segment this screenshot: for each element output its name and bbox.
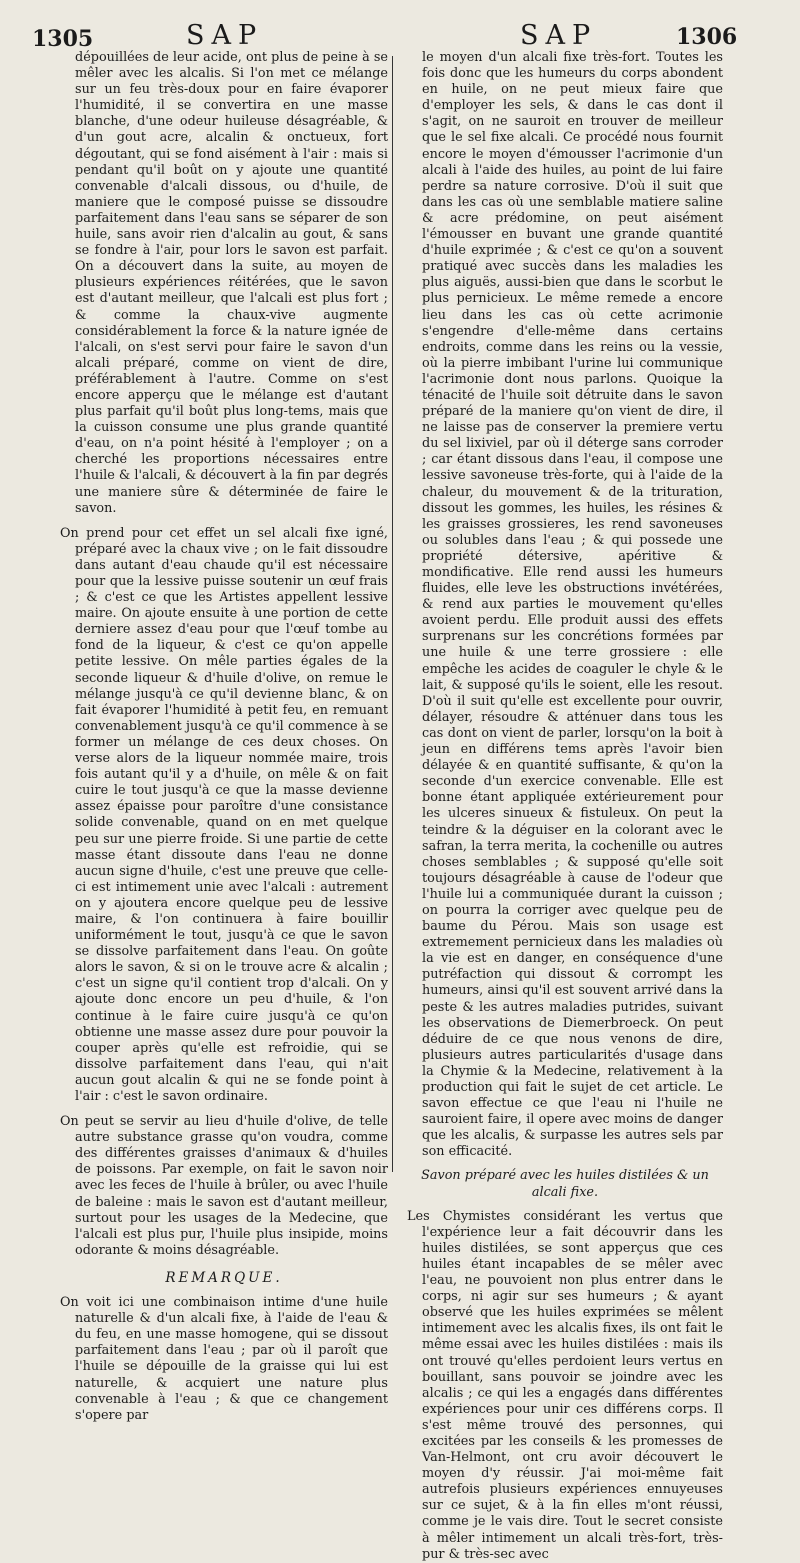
- paragraph: On prend pour cet effet un sel alcali fixe igné, préparé avec la chaux vive ; on le fait dissoudre dans autant d'eau chaude qu'il est nécessaire pour que la lessive puisse soutenir un œuf frais ; & c'est ce que les Artistes appellent lessive maire. On ajoute ensuite à une portion de cette derniere assez d'eau pour que l'œuf tombe au fond de la liqueur, & c'est ce qu'on appelle petite lessive. On mêle parties égales de la seconde liqueur & d'huile d'olive, on remue le mélange jusqu'à ce qu'il devienne blanc, & on fait évaporer l'humidité à petit feu, en remuant convenablement jusqu'à ce qu'il commence à se former un mélange de ces deux choses. On verse alors de la liqueur nommée maire, trois fois autant qu'il y a d'huile, on mêle & on fait cuire le tout jusqu'à ce que la masse devienne assez épaisse pour paroître d'une consistance solide convenable, quand on en met quelque peu sur une pierre froide. Si une partie de cette masse étant dissoute dans l'eau ne donne aucun signe d'huile, c'est une preuve que celle-ci est intimement unie avec l'alcali : autrement on y ajoutera encore quelque peu de lessive maire, & l'on continuera à faire bouillir uniformément le tout, jusqu'à ce que le savon se dissolve parfaitement dans l'eau. On goûte alors le savon, & si on le trouve acre & alcalin ; c'est un signe qu'il contient trop d'alcali. On y ajoute donc encore un peu d'huile, & l'on continue à le faire cuire jusqu'à ce qu'on obtienne une masse assez dure pour pouvoir la couper après qu'elle est refroidie, qui se dissolve parfaitement dans l'eau, qui n'ait aucun gout alcalin & qui ne se fonde point à l'air : c'est le savon ordinaire.: [60, 525, 388, 1104]
- running-head-right: SAP: [520, 20, 598, 51]
- page-number-left: 1305: [32, 26, 94, 52]
- section-heading: REMARQUE.: [165, 1269, 283, 1286]
- left-column: [60, 50, 388, 1424]
- right-column: [407, 50, 723, 1563]
- paragraph: On voit ici une combinaison intime d'une huile naturelle & d'un alcali fixe, à l'aide de l'eau & du feu, en une masse homogene, qui se dissout parfaitement dans l'eau ; par où il paroît que l'huile se dépouille de la graisse qui lui est naturelle, & acquiert une nature plus convenable à l'eau ; & que ce changement s'opere par: [60, 1295, 388, 1423]
- running-head-left: SAP: [186, 20, 264, 51]
- paragraph: dépouillées de leur acide, ont plus de peine à se mêler avec les alcalis. Si l'on met ce mélange sur un feu très-doux pour en faire évaporer l'humidité, il se convertira en une masse blanche, d'une odeur huileuse désagréable, & d'un gout acre, alcalin & onctueux, fort dégoutant, qui se fond aisément à l'air : mais si pendant qu'il boût on y ajoute une quantité convenable d'alcali dissous, ou d'huile, de maniere que le composé puisse se dissoudre parfaitement dans l'eau sans se séparer de son huile, sans avoir rien d'alcalin au gout, & sans se fondre à l'air, pour lors le savon est parfait. On a découvert dans la suite, au moyen de plusieurs expériences réitérées, que le savon est d'autant meilleur, que l'alcali est plus fort ; & comme la chaux-vive augmente considérablement la force & la nature ignée de l'alcali, on s'est servi pour faire le savon d'un alcali préparé, comme on vient de dire, préférablement à l'autre. Comme on s'est encore apperçu que le mélange est d'autant plus parfait qu'il boût plus long-tems, mais que la cuisson consume une plus grande quantité d'eau, on n'a point hésité à l'employer ; on a cherché les proportions nécessaires entre l'huile & l'alcali, & découvert à la fin par degrés une maniere sûre & déterminée de faire le savon.: [75, 50, 388, 516]
- paragraph: Les Chymistes considérant les vertus que l'expérience leur a fait découvrir dans les huiles distilées, se sont apperçus que ces huiles étant incapables de se mêler avec l'eau, ne pouvoient non plus entrer dans le corps, ni agir sur ses humeurs ; & ayant observé que les huiles exprimées se mêlent intimement avec les alcalis fixes, ils ont fait le même essai avec les huiles distilées : mais ils ont trouvé qu'elles perdoient leurs vertus en bouillant, sans pouvoir se joindre avec les alcalis ; ce qui les a engagés dans différentes expériences pour unir ces différens corps. Il s'est même trouvé des personnes, qui excitées par les conseils & les promesses de Van-Helmont, ont cru avoir découvert le moyen d'y réussir. J'ai moi-même fait autrefois plusieurs expériences ennuyeuses sur ce sujet, & à la fin elles m'ont réussi, comme je le vais dire. Tout le secret consiste à mêler intimement un alcali très-fort, très-pur & très-sec avec: [407, 1208, 723, 1562]
- column-divider: [392, 56, 393, 1172]
- page-number-right: 1306: [676, 24, 738, 50]
- paragraph: le moyen d'un alcali fixe très-fort. Toutes les fois donc que les humeurs du corps abondent en huile, on ne peut mieux faire que d'employer les sels, & dans le cas dont il s'agit, on ne sauroit en trouver de meilleur que le sel fixe alcali. Ce procédé nous fournit encore le moyen d'émousser l'acrimonie d'un alcali à l'aide des huiles, au point de lui faire perdre sa nature corrosive. D'où il suit que dans les cas où une semblable matiere saline & acre prédomine, on peut aisément l'émousser en buvant une grande quantité d'huile exprimée ; & c'est ce qu'on a souvent pratiqué avec succès dans les maladies les plus aiguës, aussi-bien que dans le scorbut le plus pernicieux. Le même remede a encore lieu dans les cas où cette acrimonie s'engendre d'elle-même dans certains endroits, comme dans les reins ou la vessie, où la pierre imbibant l'urine lui communique l'acrimonie dont nous parlons. Quoique la ténacité de l'huile soit détruite dans le savon préparé de la maniere qu'on vient de dire, il ne laisse pas de conserver la premiere vertu du sel lixiviel, par où il déterge sans corroder ; car étant dissous dans l'eau, il compose une lessive savoneuse très-forte, qui à l'aide de la chaleur, du mouvement & de la trituration, dissout les gommes, les huiles, les résines & les graisses grossieres, les rend savoneuses ou solubles dans l'eau ; & qui possede une propriété détersive, apéritive & mondificative. Elle rend aussi les humeurs fluides, elle leve les obstructions invétérées, & rend aux parties le mouvement qu'elles avoient perdu. Elle produit aussi des effets surprenans sur les concrétions formées par une huile & une terre grossiere : elle empêche les acides de coaguler le chyle & le lait, & supposé qu'ils le soient, elle les resout. D'où il suit qu'elle est excellente pour ouvrir, délayer, résoudre & atténuer dans tous les cas dont on vient de parler, lorsqu'on la boit à jeun en différens tems après l'avoir bien délayée & en quantité suffisante, & qu'on la seconde d'un exercice convenable. Elle est bonne étant appliquée extérieurement pour les ulceres sinueux & fistuleux. On peut la teindre & la déguiser en la colorant avec le safran, la terra merita, la cochenille ou autres choses semblables ; & supposé qu'elle soit toujours désagréable à cause de l'odeur que l'huile lui a communiquée durant la cuisson ; on pourra la corriger avec quelque peu de baume du Pérou. Mais son usage est extremement pernicieux dans les maladies où la vie est en danger, en conséquence d'une putréfaction qui dissout & corrompt les humeurs, ainsi qu'il est souvent arrivé dans la peste & les autres maladies putrides, suivant les observations de Diemerbroeck. On peut déduire de ce que nous venons de dire, plusieurs autres particularités d'usage dans la Chymie & la Medecine, relativement à la production qui fait le sujet de cet article. Le savon effectue ce que l'eau ni l'huile ne sauroient faire, il opere avec moins de danger que les alcalis, & surpasse les autres sels par son efficacité.: [422, 50, 723, 1160]
- paragraph: On peut se servir au lieu d'huile d'olive, de telle autre substance grasse qu'on voudra, comme des différentes graisses d'animaux & d'huiles de poissons. Par exemple, on fait le savon noir avec les feces de l'huile à brûler, ou avec l'huile de baleine : mais le savon est d'autant meilleur, surtout pour les usages de la Medecine, que l'alcali est plus pur, l'huile plus insipide, moins odorante & moins désagréable.: [60, 1114, 388, 1258]
- section-subheading: Savon préparé avec les huiles distilées & un alcali fixe.: [421, 1168, 709, 1200]
